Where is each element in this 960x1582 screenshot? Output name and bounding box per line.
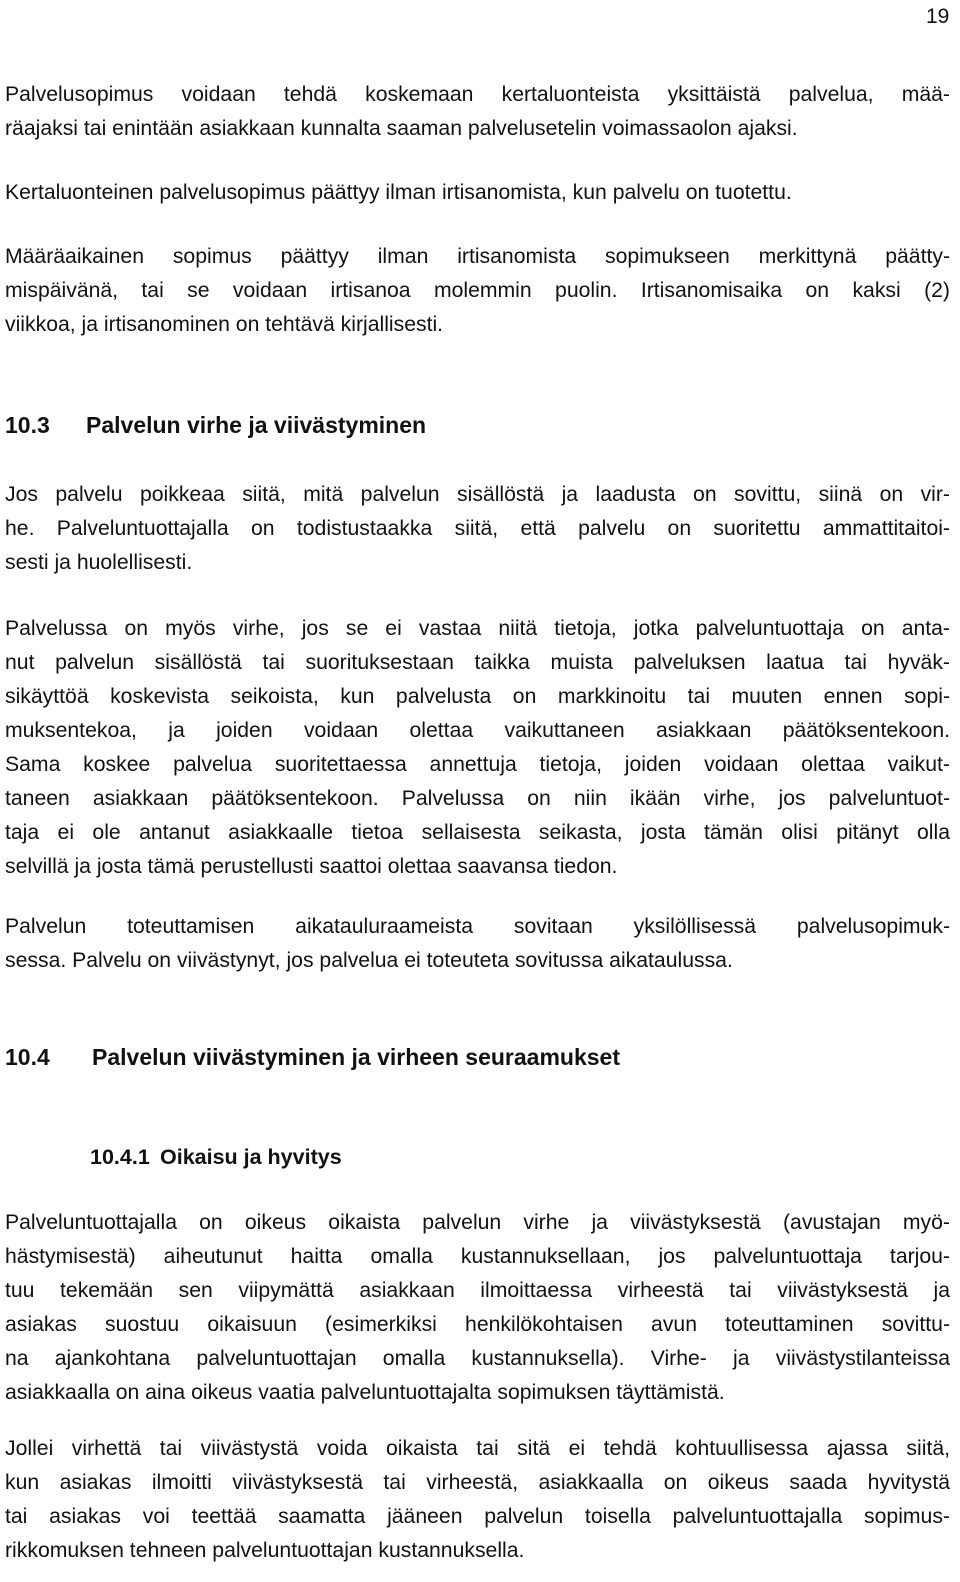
text-line: taja ei ole antanut asiakkaalle tietoa sellaisesta seikasta, josta tämän olisi pitänyt olla [5,821,950,844]
text-line: Määräaikainen sopimus päättyy ilman irtisanomista sopimukseen merkittynä päätty- [5,245,950,268]
text-line: Kertaluonteinen palvelusopimus päättyy ilman irtisanomista, kun palvelu on tuotettu. [5,181,792,204]
text-line: rikkomuksen tehneen palveluntuottajan kustannuksella. [5,1539,525,1562]
text-line: hästymisestä) aiheutunut haitta omalla kustannuksellaan, jos palveluntuottaja tarjou- [5,1245,950,1268]
paragraph-correction-right [5,1206,950,1410]
text-line: sessa. Palvelu on viivästynyt, jos palvelua ei toteuteta sovitussa aikataulussa. [5,949,733,972]
text-line: Palvelussa on myös virhe, jos se ei vastaa niitä tietoja, jotka palveluntuottaja on anta- [5,617,950,640]
subsection-number: 10.4.1 [90,1145,150,1169]
text-line: Palvelusopimus voidaan tehdä koskemaan kertaluonteista yksittäistä palvelua, mää- [5,83,950,106]
text-line: he. Palveluntuottajalla on todistustaakka siitä, että palvelu on suoritettu ammattitaitoi- [5,517,950,540]
text-line: selvillä ja josta tämä perustellusti saattoi olettaa saavansa tiedon. [5,855,618,878]
subsection-title: Oikaisu ja hyvitys [160,1145,342,1169]
text-line: Palvelun toteuttamisen aikatauluraameista sovitaan yksilöllisessä palvelusopimuk- [5,915,950,938]
text-line: tai asiakas voi teettää saamatta jääneen palvelun toisella palveluntuottajalla sopimus- [5,1505,950,1528]
text-line: Jos palvelu poikkeaa siitä, mitä palvelun sisällöstä ja laadusta on sovittu, siinä on vir- [5,483,950,506]
text-line: kun asiakas ilmoitti viivästyksestä tai virheestä, asiakkaalla on oikeus saada hyvitystä [5,1471,950,1494]
paragraph-one-time-contract [5,176,950,210]
section-number: 10.4 [5,1044,50,1070]
section-number: 10.3 [5,412,50,438]
paragraph-fixed-term-contract [5,240,950,342]
section-title: Palvelun viivästyminen ja virheen seuraamukset [92,1044,620,1070]
section-title: Palvelun virhe ja viivästyminen [86,412,427,438]
text-line: mispäivänä, tai se voidaan irtisanoa molemmin puolin. Irtisanomisaika on kaksi (2) [5,279,950,302]
paragraph-schedule [5,910,950,978]
text-line: tuu tekemään sen viipymättä asiakkaan ilmoittaessa virheestä tai viivästyksestä ja [5,1279,950,1302]
text-line: viikkoa, ja irtisanominen on tehtävä kirjallisesti. [5,313,444,336]
text-line: na ajankohtana palveluntuottajan omalla kustannuksella). Virhe- ja viivästystilanteissa [5,1347,950,1370]
text-line: nut palvelun sisällöstä tai suorituksestaan taikka muista palveluksen laatua tai hyväk- [5,651,950,674]
text-line: asiakas suostuu oikaisuun (esimerkiksi henkilökohtaisen avun toteuttaminen sovittu- [5,1313,950,1336]
text-line: muksentekoa, ja joiden voidaan olettaa vaikuttaneen asiakkaan päätöksentekoon. [5,719,950,742]
text-line: Palveluntuottajalla on oikeus oikaista palvelun virhe ja viivästyksestä (avustajan myö- [5,1211,950,1234]
text-line: räajaksi tai enintään asiakkaan kunnalta saaman palvelusetelin voimassaolon ajaksi. [5,117,798,140]
text-line: taneen asiakkaan päätöksentekoon. Palvelussa on niin ikään virhe, jos palveluntuot- [5,787,950,810]
text-line: asiakkaalla on aina oikeus vaatia palveluntuottajalta sopimuksen täyttämistä. [5,1381,725,1404]
text-line: Jollei virhettä tai viivästystä voida oikaista tai sitä ei tehdä kohtuullisessa ajassa siitä, [5,1437,950,1460]
paragraph-service-defect [5,478,950,580]
paragraph-contract-scope [5,78,950,146]
paragraph-compensation [5,1432,950,1568]
page-number: 19 [926,5,950,28]
paragraph-defect-information [5,612,950,884]
text-line: Sama koskee palvelua suoritettaessa annettuja tietoja, joiden voidaan olettaa vaikut- [5,753,950,776]
text-line: sesti ja huolellisesti. [5,551,193,574]
text-line: sikäyttöä koskevista seikoista, kun palvelusta on markkinoitu tai muuten ennen sopi- [5,685,950,708]
